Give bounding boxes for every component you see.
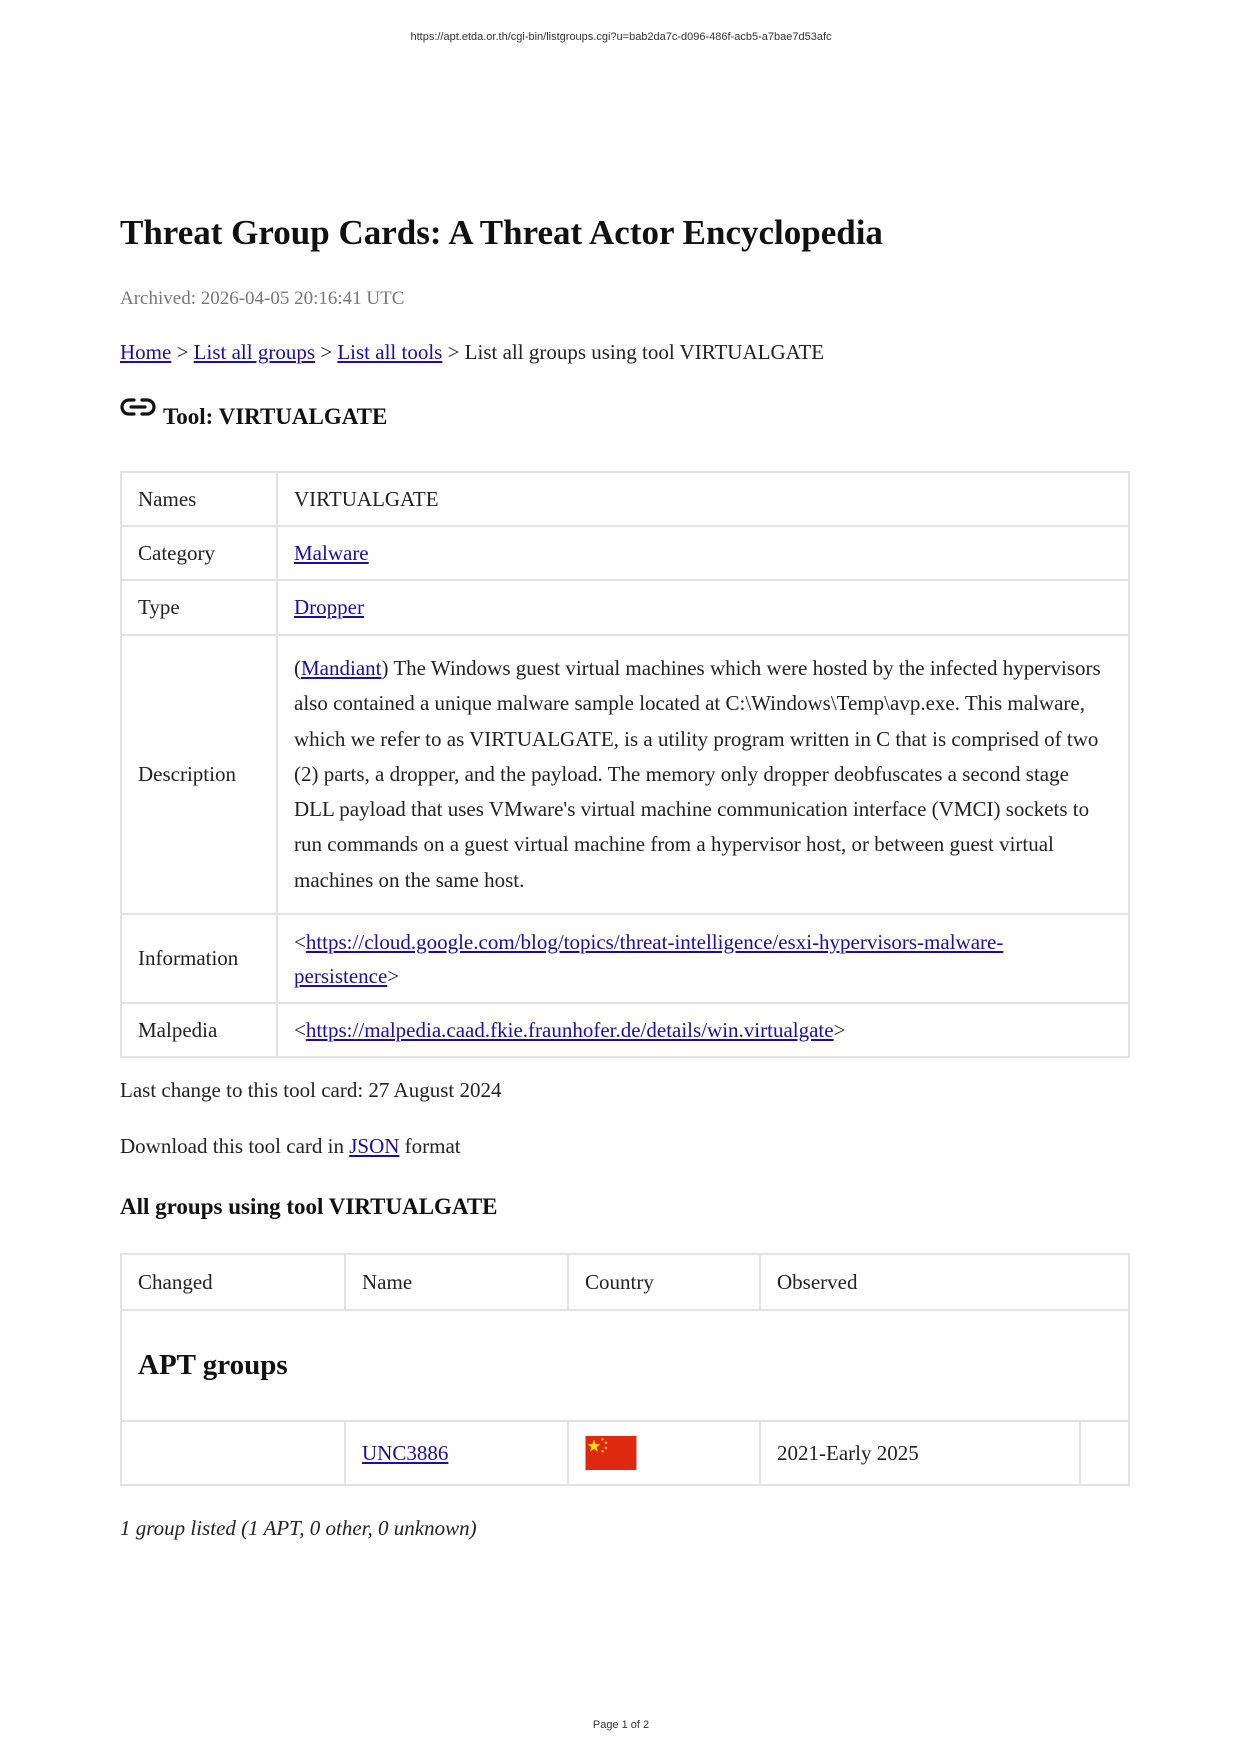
description-source-link[interactable]: Mandiant <box>301 655 382 680</box>
breadcrumb-current: > List all groups using tool VIRTUALGATE <box>442 340 825 364</box>
breadcrumb-separator: > <box>171 340 194 364</box>
china-flag-icon <box>585 1436 637 1470</box>
type-value-cell <box>277 580 1129 635</box>
breadcrumb-groups-link[interactable]: List all groups <box>193 340 315 364</box>
row-country-cell <box>568 1421 760 1485</box>
page-footer: Page 1 of 2 <box>592 1719 650 1731</box>
header-name: Name <box>345 1254 568 1310</box>
download-prefix: Download this tool card in <box>120 1134 350 1158</box>
information-link[interactable] <box>294 930 1003 988</box>
description-value <box>277 635 1129 914</box>
breadcrumb-separator: > <box>315 340 338 364</box>
archived-timestamp: Archived: 2026-04-05 20:16:41 UTC <box>120 288 405 309</box>
table-row <box>121 1421 1129 1485</box>
breadcrumb-tools-link[interactable]: List all tools <box>337 340 443 364</box>
header-country: Country <box>568 1254 760 1310</box>
information-label: Information <box>121 914 277 1003</box>
description-text: ) The Windows guest virtual machines which were hosted by the infected hypervisors also contained a unique malware sample located at C:\Windows\Temp\avp.exe. This malware, which we refer to as VIRTUALGATE, is a utility program written in C that is comprised of two (2) parts, a dropper, and the payload. The memory only dropper deobfuscates a second stage DLL payload that uses VMware's virtual machine communication interface (VMCI) sockets to run commands on a guest virtual machine from a hypervisor host, or between guest virtual machines on the same host. <box>294 655 1101 892</box>
information-lt: < <box>294 929 306 954</box>
tool-heading-text: Tool: VIRTUALGATE <box>163 404 388 429</box>
information-gt: > <box>387 963 400 988</box>
tool-row-names <box>121 472 1129 526</box>
description-open-paren: ( <box>294 655 301 680</box>
tool-row-information <box>121 914 1129 1003</box>
row-extra <box>1080 1421 1129 1485</box>
malpedia-gt: > <box>833 1017 846 1042</box>
category-link[interactable]: Malware <box>294 540 369 565</box>
category-value-cell <box>277 526 1129 580</box>
json-download-link[interactable]: JSON <box>349 1134 400 1158</box>
information-link-part2: persistence <box>294 963 388 988</box>
description-label: Description <box>121 635 277 914</box>
groups-table-header <box>121 1254 1129 1310</box>
tool-heading <box>120 404 387 430</box>
malpedia-label: Malpedia <box>121 1003 277 1057</box>
link-icon <box>120 395 156 419</box>
page-title: Threat Group Cards: A Threat Actor Encyclopedia <box>120 213 883 252</box>
groups-section-row <box>121 1310 1129 1421</box>
tool-row-malpedia <box>121 1003 1129 1057</box>
breadcrumb <box>120 340 824 365</box>
malpedia-value <box>277 1003 1129 1057</box>
malpedia-link[interactable]: https://malpedia.caad.fkie.fraunhofer.de/details/win.virtualgate <box>305 1017 834 1042</box>
breadcrumb-home-link[interactable]: Home <box>120 340 172 364</box>
information-link-part1: https://cloud.google.com/blog/topics/threat-intelligence/esxi-hypervisors-malware- <box>305 929 1004 954</box>
page-url-header: https://apt.etda.or.th/cgi-bin/listgroups.cgi?u=bab2da7c-d096-486f-acb5-a7bae7d53afc <box>410 31 832 43</box>
header-observed: Observed <box>760 1254 1129 1310</box>
names-label: Names <box>121 472 277 526</box>
download-text <box>120 1134 461 1159</box>
tool-info-table <box>120 471 1130 1058</box>
groups-table <box>120 1253 1130 1486</box>
type-link[interactable]: Dropper <box>294 595 364 619</box>
group-link-unc3886[interactable]: UNC3886 <box>362 1440 449 1465</box>
apt-groups-section <box>121 1310 1129 1421</box>
names-value: VIRTUALGATE <box>277 472 1129 526</box>
row-changed <box>121 1421 345 1485</box>
apt-groups-label: APT groups <box>138 1349 288 1381</box>
header-changed: Changed <box>121 1254 345 1310</box>
tool-row-type <box>121 580 1129 635</box>
information-value <box>277 914 1129 1003</box>
last-change-text: Last change to this tool card: 27 August 2024 <box>120 1078 502 1102</box>
row-observed: 2021-Early 2025 <box>760 1421 1080 1485</box>
type-label: Type <box>121 580 277 635</box>
row-name-cell <box>345 1421 568 1485</box>
tool-row-description <box>121 635 1129 914</box>
groups-heading: All groups using tool VIRTUALGATE <box>120 1194 498 1219</box>
download-suffix: format <box>399 1134 461 1158</box>
groups-summary: 1 group listed (1 APT, 0 other, 0 unknown) <box>120 1516 477 1540</box>
malpedia-lt: < <box>294 1017 306 1042</box>
category-label: Category <box>121 526 277 580</box>
tool-row-category <box>121 526 1129 580</box>
